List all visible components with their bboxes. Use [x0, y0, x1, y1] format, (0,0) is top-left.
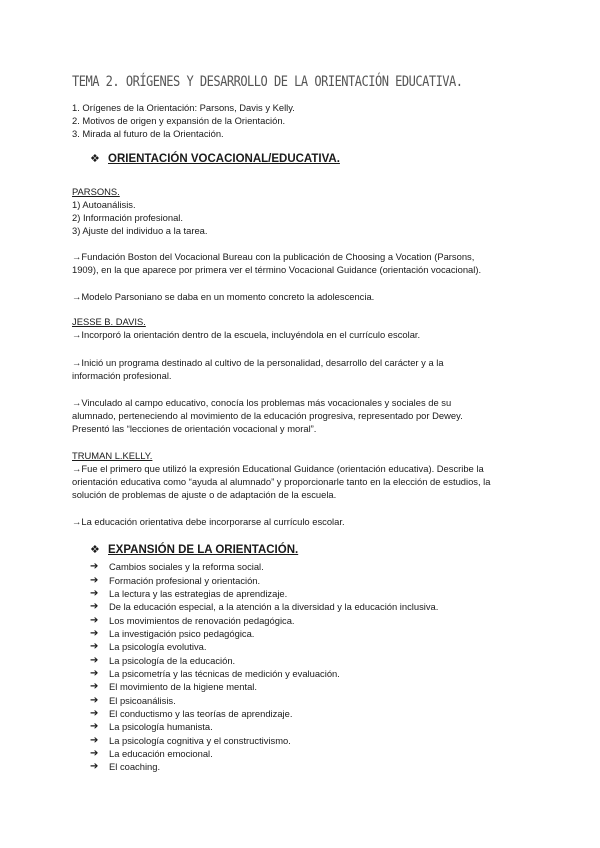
arrow-right-icon: ➔ — [90, 747, 99, 759]
list-item: 1) Autoanálisis. — [72, 199, 136, 210]
list-item: ➔ El conductismo y las teorías de aprendizaje. — [90, 707, 293, 719]
list-item: ➔ Formación profesional y orientación. — [90, 574, 261, 586]
diamond-bullet-icon: ❖ — [90, 544, 100, 556]
davis-note-2: →Inició un programa destinado al cultivo de la personalidad, desarrollo del carácter y a la información profesional. — [72, 357, 444, 381]
list-item: ➔ La lectura y las estrategias de aprendizaje. — [90, 587, 288, 599]
arrow-right-icon: ➔ — [90, 694, 99, 706]
toc-item: 1. Orígenes de la Orientación: Parsons, Davis y Kelly. — [72, 102, 295, 113]
arrow-right-icon: ➔ — [90, 587, 99, 599]
kelly-heading: TRUMAN L.KELLY. — [72, 450, 153, 461]
section-heading-expansion: ❖ EXPANSIÓN DE LA ORIENTACIÓN. — [90, 544, 299, 556]
parsons-block — [72, 185, 528, 237]
davis-note-3: →Vinculado al campo educativo, conocía los problemas más vocacionales y sociales de su alumnado, perteneciendo al movimiento de la educación progresiva, representado por Dewey. Presentó las “lecciones de orientación vocacional y moral”. — [72, 397, 463, 434]
arrow-right-icon: ➔ — [90, 681, 99, 693]
arrow-right-icon: ➔ — [90, 641, 99, 653]
davis-heading: JESSE B. DAVIS. — [72, 316, 146, 327]
list-item: 3) Ajuste del individuo a la tarea. — [72, 225, 208, 236]
list-item: ➔ De la educación especial, a la atención a la diversidad y la educación inclusiva. — [90, 601, 439, 613]
table-of-contents — [72, 101, 542, 140]
diamond-bullet-icon: ❖ — [90, 153, 100, 165]
arrow-right-icon: ➔ — [90, 707, 99, 719]
list-item: ➔ La psicología cognitiva y el constructivismo. — [90, 734, 291, 746]
arrow-right-icon: ➔ — [90, 721, 99, 733]
toc-item: 2. Motivos de origen y expansión de la Orientación. — [72, 115, 286, 126]
list-item: ➔ La educación emocional. — [90, 747, 213, 759]
arrow-right-icon: ➔ — [90, 614, 99, 626]
parsons-note-2: →Modelo Parsoniano se daba en un momento concreto la adolescencia. — [72, 291, 375, 302]
list-item: ➔ La psicología evolutiva. — [90, 641, 207, 653]
arrow-right-icon: ➔ — [90, 761, 99, 773]
parsons-heading: PARSONS. — [72, 186, 120, 197]
davis-block — [72, 315, 528, 341]
expansion-list — [90, 560, 530, 774]
arrow-right-icon: ➔ — [90, 654, 99, 666]
list-item: ➔ El movimiento de la higiene mental. — [90, 681, 257, 693]
arrow-right-icon: ➔ — [90, 601, 99, 613]
list-item: ➔ La psicología de la educación. — [90, 654, 236, 666]
arrow-right-icon: ➔ — [90, 627, 99, 639]
arrow-right-icon: ➔ — [90, 667, 99, 679]
kelly-note-2: →La educación orientativa debe incorporarse al currículo escolar. — [72, 516, 345, 527]
arrow-right-icon: ➔ — [90, 561, 99, 573]
davis-note-1: →Incorporó la orientación dentro de la escuela, incluyéndola en el currículo escolar. — [72, 329, 421, 340]
list-item: ➔ La psicología humanista. — [90, 721, 213, 733]
list-item: 2) Información profesional. — [72, 212, 183, 223]
page-title: TEMA 2. ORÍGENES Y DESARROLLO DE LA ORIENTACIÓN EDUCATIVA. — [72, 74, 463, 90]
list-item: ➔ La psicometría y las técnicas de medición y evaluación. — [90, 667, 340, 679]
section-heading-vocacional: ❖ ORIENTACIÓN VOCACIONAL/EDUCATIVA. — [90, 153, 340, 165]
arrow-right-icon: ➔ — [90, 734, 99, 746]
list-item: ➔ Los movimientos de renovación pedagógica. — [90, 614, 295, 626]
list-item: ➔ Cambios sociales y la reforma social. — [90, 561, 264, 573]
toc-item: 3. Mirada al futuro de la Orientación. — [72, 128, 224, 139]
parsons-note-1: →Fundación Boston del Vocacional Bureau con la publicación de Choosing a Vocation (Parsons, 1909), en la que aparece por primera ver el término Vocacional Guidance (orientación vocacional). — [72, 251, 482, 275]
list-item: ➔ El coaching. — [90, 761, 161, 773]
kelly-block: TRUMAN L.KELLY. →Fue el primero que utilizó la expresión Educational Guidance (orientación educativa). Describe la orientación educativa como “ayuda al alumnado” y proporcionarle tanto en la elección de estudios, la solución de problemas de ajuste o de adaptación de la escuela. — [72, 449, 528, 501]
list-item: ➔ La investigación psico pedagógica. — [90, 627, 255, 639]
list-item: ➔ El psicoanálisis. — [90, 694, 176, 706]
arrow-right-icon: ➔ — [90, 574, 99, 586]
